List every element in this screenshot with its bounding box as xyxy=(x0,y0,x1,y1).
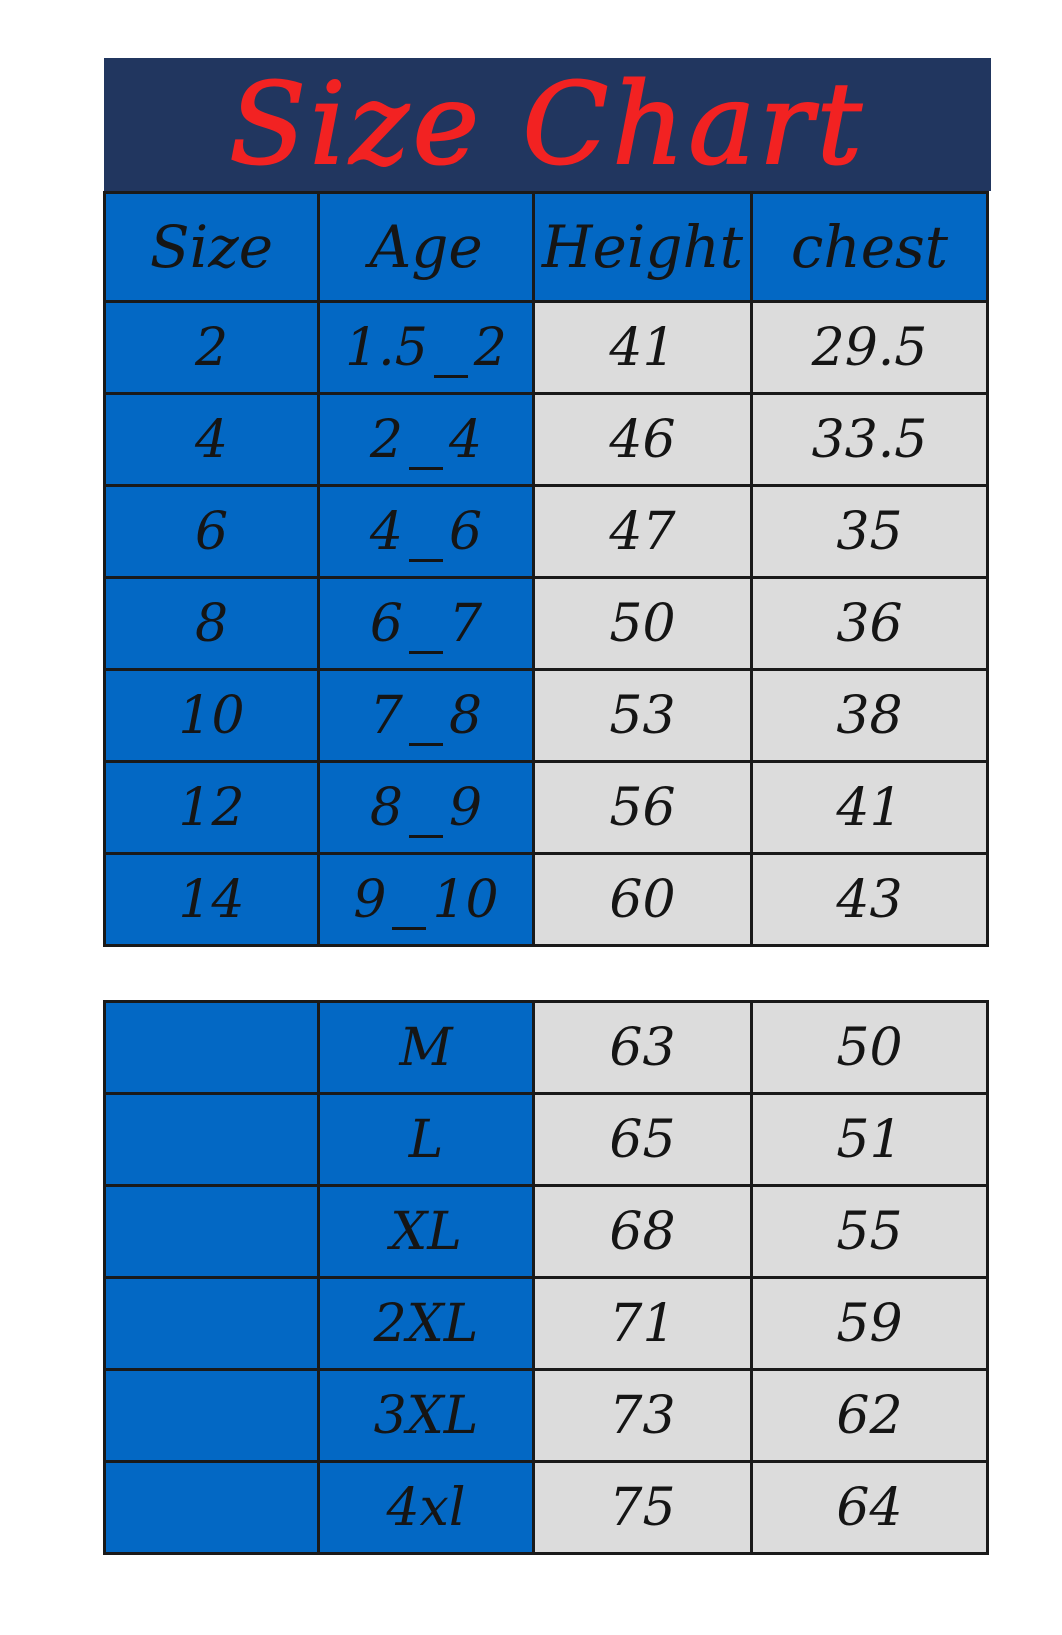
height-cell: 60 xyxy=(534,854,752,946)
height-cell: 75 xyxy=(534,1462,752,1554)
header-age: Age xyxy=(319,193,534,302)
size-cell: M xyxy=(319,1002,534,1094)
chest-cell: 62 xyxy=(752,1370,988,1462)
age-to: 2 xyxy=(473,317,507,378)
chest-cell: 36 xyxy=(752,578,988,670)
size-cell: 14 xyxy=(105,854,319,946)
age-separator xyxy=(409,507,443,562)
size-cell: 3XL xyxy=(319,1370,534,1462)
empty-cell xyxy=(105,1186,319,1278)
chest-cell: 64 xyxy=(752,1462,988,1554)
title-banner xyxy=(104,58,991,191)
table-row xyxy=(105,670,988,762)
table-row xyxy=(105,486,988,578)
chest-cell: 33.5 xyxy=(752,394,988,486)
height-cell: 50 xyxy=(534,578,752,670)
size-cell: XL xyxy=(319,1186,534,1278)
header-height: Height xyxy=(534,193,752,302)
age-from: 8 xyxy=(369,777,403,838)
empty-cell xyxy=(105,1278,319,1370)
chest-cell: 51 xyxy=(752,1094,988,1186)
height-cell: 41 xyxy=(534,302,752,394)
age-separator xyxy=(434,323,468,378)
chest-cell: 59 xyxy=(752,1278,988,1370)
age-to: 9 xyxy=(449,777,483,838)
kids-size-table xyxy=(103,191,989,947)
size-cell: 6 xyxy=(105,486,319,578)
age-cell xyxy=(319,578,534,670)
height-cell: 68 xyxy=(534,1186,752,1278)
age-to: 10 xyxy=(432,869,499,930)
age-separator xyxy=(409,599,443,654)
height-cell: 63 xyxy=(534,1002,752,1094)
size-cell: 12 xyxy=(105,762,319,854)
table-row xyxy=(105,1002,988,1094)
age-cell xyxy=(319,762,534,854)
size-cell: L xyxy=(319,1094,534,1186)
age-to: 8 xyxy=(449,685,483,746)
age-from: 7 xyxy=(369,685,403,746)
age-separator xyxy=(409,783,443,838)
page-title: Size Chart xyxy=(229,59,866,190)
empty-cell xyxy=(105,1462,319,1554)
chest-cell: 41 xyxy=(752,762,988,854)
table-row xyxy=(105,854,988,946)
empty-cell xyxy=(105,1370,319,1462)
height-cell: 56 xyxy=(534,762,752,854)
age-from: 6 xyxy=(369,593,403,654)
age-from: 9 xyxy=(353,869,387,930)
chest-cell: 43 xyxy=(752,854,988,946)
age-from: 4 xyxy=(369,501,403,562)
table-row xyxy=(105,1186,988,1278)
size-cell: 4xl xyxy=(319,1462,534,1554)
header-size: Size xyxy=(105,193,319,302)
size-cell: 8 xyxy=(105,578,319,670)
height-cell: 65 xyxy=(534,1094,752,1186)
chest-cell: 35 xyxy=(752,486,988,578)
empty-cell xyxy=(105,1094,319,1186)
height-cell: 71 xyxy=(534,1278,752,1370)
chest-cell: 55 xyxy=(752,1186,988,1278)
size-cell: 2XL xyxy=(319,1278,534,1370)
table-row xyxy=(105,1094,988,1186)
adult-size-table xyxy=(103,1000,989,1555)
age-to: 6 xyxy=(449,501,483,562)
table-row xyxy=(105,578,988,670)
chest-cell: 50 xyxy=(752,1002,988,1094)
size-cell: 2 xyxy=(105,302,319,394)
age-cell xyxy=(319,302,534,394)
empty-cell xyxy=(105,1002,319,1094)
table-row xyxy=(105,1370,988,1462)
age-to: 4 xyxy=(449,409,483,470)
table-row xyxy=(105,1278,988,1370)
table-row xyxy=(105,1462,988,1554)
age-separator xyxy=(409,691,443,746)
age-cell xyxy=(319,486,534,578)
age-separator xyxy=(409,415,443,470)
size-cell: 4 xyxy=(105,394,319,486)
age-from: 1.5 xyxy=(345,317,428,378)
height-cell: 73 xyxy=(534,1370,752,1462)
table-row xyxy=(105,394,988,486)
age-from: 2 xyxy=(369,409,403,470)
age-cell xyxy=(319,670,534,762)
chest-cell: 29.5 xyxy=(752,302,988,394)
height-cell: 53 xyxy=(534,670,752,762)
header-row xyxy=(105,193,988,302)
header-chest: chest xyxy=(752,193,988,302)
chest-cell: 38 xyxy=(752,670,988,762)
age-to: 7 xyxy=(449,593,483,654)
size-cell: 10 xyxy=(105,670,319,762)
height-cell: 46 xyxy=(534,394,752,486)
table-row xyxy=(105,302,988,394)
age-cell xyxy=(319,854,534,946)
height-cell: 47 xyxy=(534,486,752,578)
age-separator xyxy=(392,875,426,930)
age-cell xyxy=(319,394,534,486)
table-row xyxy=(105,762,988,854)
